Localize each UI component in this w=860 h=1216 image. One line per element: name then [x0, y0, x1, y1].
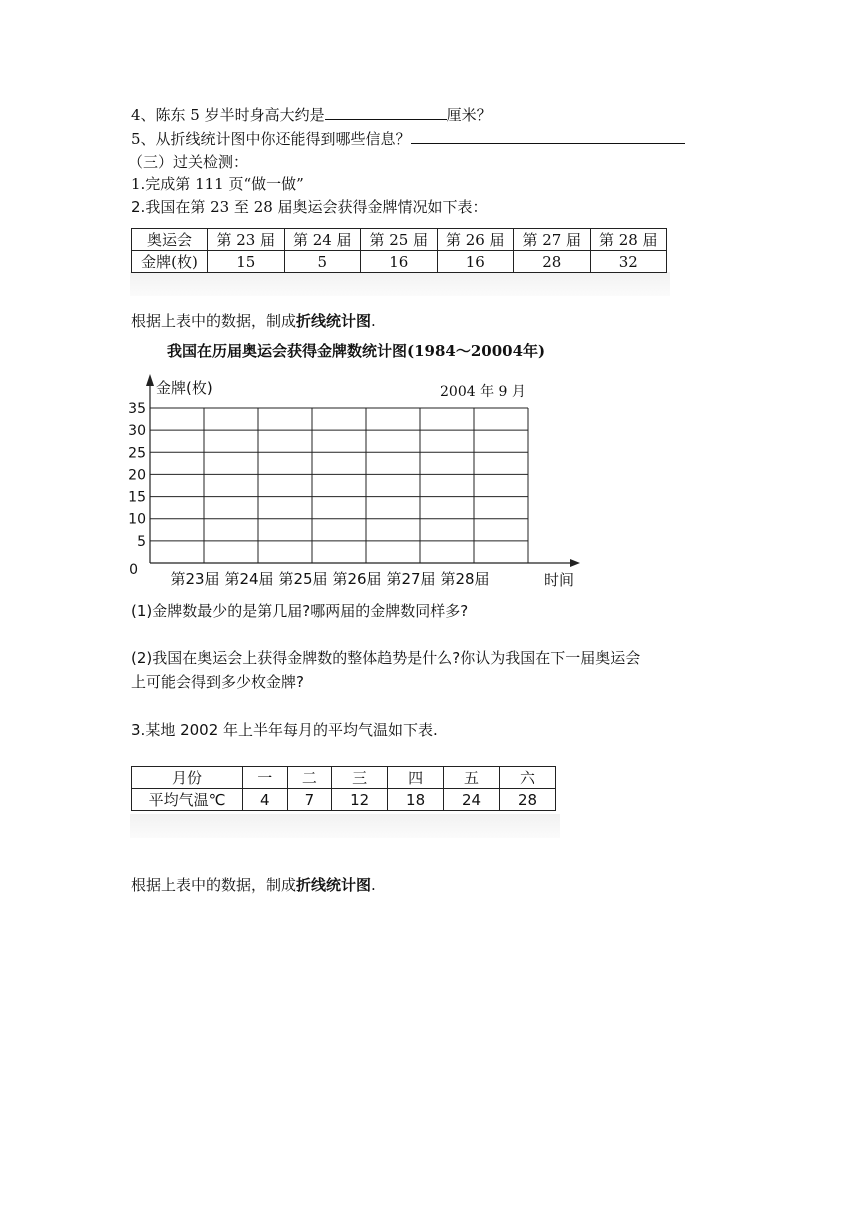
item-3-text: 某地 [145, 721, 181, 739]
item-2-number: 2. [131, 198, 146, 216]
table-cell: 16 [361, 251, 438, 273]
instruction-emphasis: 折线统计图 [296, 312, 372, 330]
table-row [132, 251, 667, 273]
table-cell: 金牌(枚) [132, 251, 208, 273]
sub-question-1: (1)金牌数最少的是第几届?哪两届的金牌数同样多? [131, 602, 469, 620]
instruction-text: 根据上表中的数据，制成 [131, 876, 297, 894]
table-cell: 24 [444, 789, 500, 811]
table-cell: 7 [287, 789, 332, 811]
y-tick-label: 15 [128, 489, 146, 506]
chart-date-note: 2004 年 9 月 [440, 384, 526, 400]
table-cell: 平均气温℃ [132, 789, 243, 811]
instruction-emphasis: 折线统计图 [296, 876, 372, 894]
instruction-period: . [371, 876, 376, 894]
answer-blank[interactable] [411, 129, 685, 144]
x-tick-label: 第23届 [170, 570, 220, 588]
y-tick-label: 35 [128, 401, 146, 417]
x-tick-label: 第24届 [224, 570, 274, 588]
table-cell: 16 [437, 251, 514, 273]
y-tick-label: 25 [128, 445, 146, 462]
sub-question-2-line-2: 上可能会得到多少枚金牌? [131, 673, 304, 691]
item-2-text: 我国在第 23 至 28 届奥运会获得金牌情况如下表： [145, 198, 488, 216]
x-tick-label: 第25届 [278, 570, 328, 588]
y-tick-label: 30 [128, 423, 146, 440]
table-cell: 六 [500, 767, 556, 789]
table-cell: 第 27 届 [514, 229, 591, 251]
item-3-number: 3. [131, 721, 146, 739]
x-tick-label: 第27届 [386, 570, 436, 588]
table-cell: 28 [514, 251, 591, 273]
table-header-row [132, 767, 556, 789]
table-cell: 五 [444, 767, 500, 789]
item-3-year: 2002 [180, 721, 219, 739]
chart-grid [118, 366, 593, 594]
table-row [132, 789, 556, 811]
instruction-1 [131, 310, 376, 331]
section-heading: （三）过关检测： [128, 153, 249, 171]
instruction-2 [131, 874, 376, 895]
x-axis-label: 时间 [544, 571, 575, 589]
x-tick-label: 第26届 [332, 570, 382, 588]
item-1: 1.完成第 111 页“做一做” [131, 175, 304, 193]
table-cell: 32 [590, 251, 667, 273]
question-5 [131, 128, 685, 149]
table-cell: 28 [500, 789, 556, 811]
chart-title: 我国在历届奥运会获得金牌数统计图(1984～20004年) [167, 342, 546, 360]
table-cell: 二 [287, 767, 332, 789]
question-5-text: 5、从折线统计图中你还能得到哪些信息？ [131, 130, 411, 148]
temperature-table [131, 766, 556, 811]
instruction-period: . [371, 312, 376, 330]
sub-question-2-line-1: (2)我国在奥运会上获得金牌数的整体趋势是什么?你认为我国在下一届奥运会 [131, 649, 641, 667]
y-tick-label: 10 [128, 511, 146, 528]
table-cell: 第 24 届 [284, 229, 361, 251]
table-cell: 第 26 届 [437, 229, 514, 251]
table-cell: 4 [243, 789, 288, 811]
x-axis-arrow [570, 559, 580, 567]
question-4-text: 4、陈东 5 岁半时身高大约是 [131, 106, 325, 124]
table-cell: 18 [388, 789, 444, 811]
y-tick-label: 20 [128, 467, 146, 484]
y-axis-label: 金牌(枚) [156, 379, 213, 397]
table-cell: 第 23 届 [208, 229, 285, 251]
table-cell: 12 [332, 789, 388, 811]
gold-medal-table [131, 228, 667, 273]
table-cell: 5 [284, 251, 361, 273]
table-header-row [132, 229, 667, 251]
table-cell: 第 25 届 [361, 229, 438, 251]
table-cell: 一 [243, 767, 288, 789]
table-shadow [130, 814, 560, 838]
item-2 [131, 196, 488, 217]
table-cell: 三 [332, 767, 388, 789]
table-cell: 第 28 届 [590, 229, 667, 251]
x-tick-label: 第28届 [440, 570, 490, 588]
question-4-unit: 厘米？ [446, 106, 492, 124]
question-4 [131, 104, 492, 125]
table-cell: 15 [208, 251, 285, 273]
table-cell: 奥运会 [132, 229, 208, 251]
table-cell: 四 [388, 767, 444, 789]
instruction-text: 根据上表中的数据，制成 [131, 312, 297, 330]
item-3-text-rest: 年上半年每月的平均气温如下表. [218, 721, 438, 739]
item-3 [131, 719, 438, 740]
y-axis-arrow [146, 374, 154, 386]
y-tick-label: 0 [129, 562, 138, 578]
y-tick-label: 5 [137, 533, 146, 550]
table-cell: 月份 [132, 767, 243, 789]
table-shadow [130, 272, 670, 296]
answer-blank[interactable] [325, 105, 447, 120]
